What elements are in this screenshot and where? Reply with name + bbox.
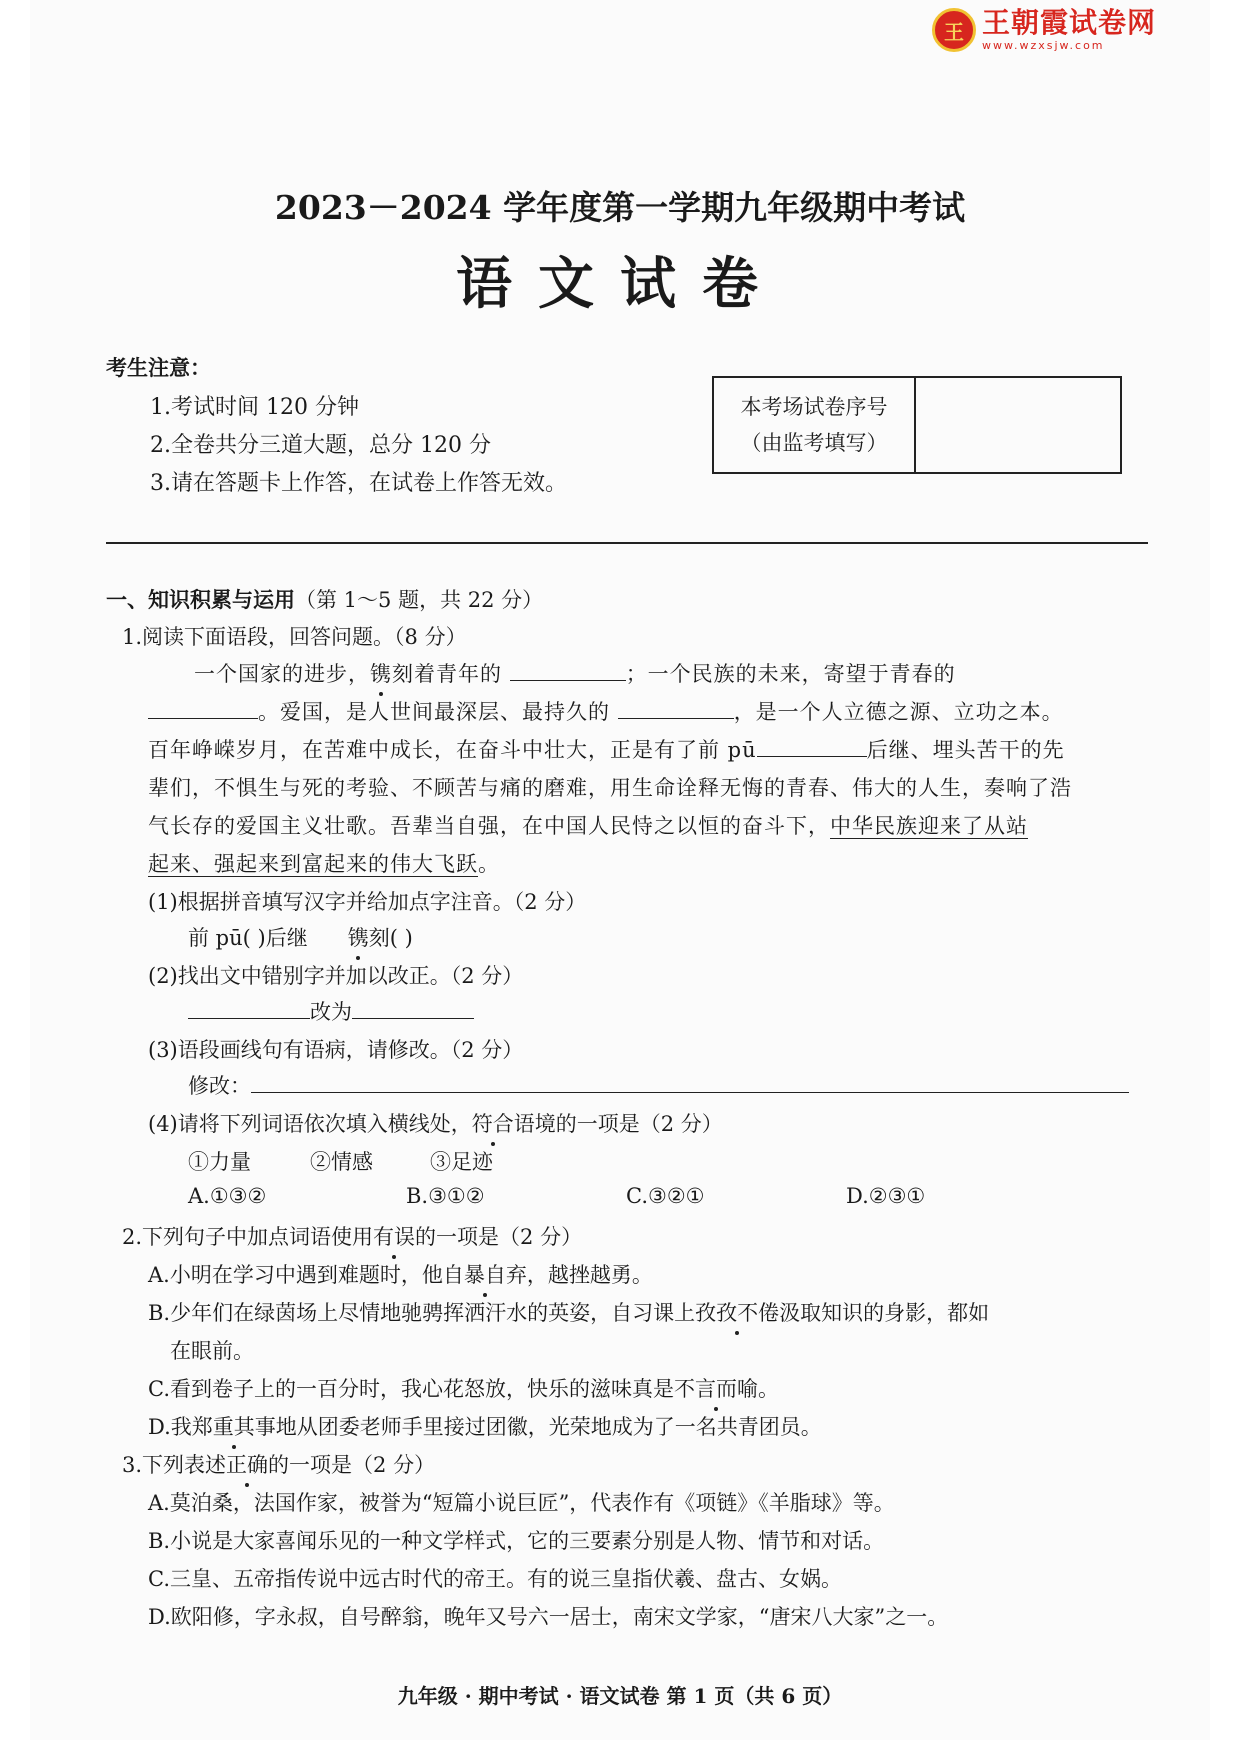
sub-question: (4)请将下列词语依次填入横线处，符合语境的一项是（2 分） — [148, 1108, 723, 1138]
passage-line: 起来、强起来到富起来的伟大飞跃。 — [148, 852, 500, 876]
option-b-cont: 在眼前。 — [170, 1339, 254, 1363]
question-2-stem: 2.下列句子中加点词语使用有误的一项是（2 分） — [122, 1221, 582, 1251]
question-1-stem: 1.阅读下面语段，回答问题。（8 分） — [122, 625, 467, 649]
question-3-stem: 3.下列表述正确的一项是（2 分） — [122, 1449, 435, 1479]
option-d[interactable]: D.我郑重其事地从团委老师手里接过团徽，光荣地成为了一名共青团员。 — [148, 1411, 822, 1441]
logo-name: 王朝霞试卷网 — [982, 6, 1157, 39]
word-choice: ②情感 — [310, 1150, 373, 1174]
notice-item: 2.全卷共分三道大题，总分 120 分 — [150, 433, 491, 458]
option-d[interactable]: D.欧阳修，字永叔，自号醉翁，晚年又号六一居士，南宋文学家，“唐宋八大家”之一。 — [148, 1605, 949, 1629]
logo-url: www.wzxsjw.com — [982, 39, 1105, 52]
sub-question-fill: 修改： — [188, 1070, 1129, 1100]
section-meta: （第 1～5 题，共 22 分） — [295, 588, 544, 612]
notice-item: 1.考试时间 120 分钟 — [150, 395, 359, 420]
underlined-sentence: 起来、强起来到富起来的伟大飞跃 — [148, 852, 478, 876]
sub-question: (2)找出文中错别字并加以改正。（2 分） — [148, 964, 524, 988]
option-a[interactable]: A.小明在学习中遇到难题时，他自暴自弃，越挫越勇。 — [148, 1259, 653, 1289]
option-b[interactable]: B.③①② — [406, 1184, 485, 1208]
passage-line: 气长存的爱国主义壮歌。吾辈当自强，在中国人民恃之以恒的奋斗下，中华民族迎来了从站 — [148, 814, 1028, 838]
option-c[interactable]: C.三皇、五帝指传说中远古时代的帝王。有的说三皇指伏羲、盘古、女娲。 — [148, 1567, 842, 1591]
sub-question: (3)语段画线句有语病，请修改。（2 分） — [148, 1038, 524, 1062]
logo-emblem-icon: 王 — [932, 8, 976, 52]
notice-item: 3.请在答题卡上作答，在试卷上作答无效。 — [150, 471, 567, 496]
word-choice: ①力量 — [188, 1150, 251, 1174]
option-d[interactable]: D.②③① — [846, 1184, 926, 1208]
sub-question: (1)根据拼音填写汉字并给加点字注音。（2 分） — [148, 890, 587, 914]
answer-blank[interactable] — [618, 718, 734, 719]
option-b[interactable]: B.小说是大家喜闻乐见的一种文学样式，它的三要素分别是人物、情节和对话。 — [148, 1529, 885, 1553]
seat-number-field[interactable] — [916, 378, 1120, 472]
exam-title: 2023－2024 学年度第一学期九年级期中考试 — [274, 188, 966, 227]
passage-line: 辈们，不惧生与死的考验、不顾苦与痛的磨难，用生命诠释无悔的青春、伟大的人生，奏响了浩 — [148, 776, 1072, 800]
option-b[interactable]: B.少年们在绿茵场上尽情地驰骋挥洒汗水的英姿，自习课上孜孜不倦汲取知识的身影，都如 — [148, 1297, 989, 1327]
section-title — [106, 584, 543, 614]
divider — [106, 542, 1148, 544]
passage-line: 。爱国，是人世间最深层、最持久的 ，是一个人立德之源、立功之本。 — [148, 696, 1064, 726]
notice-heading: 考生注意： — [106, 355, 211, 380]
seat-label-line: （由监考填写） — [740, 431, 888, 455]
option-c[interactable]: C.③②① — [626, 1184, 705, 1208]
section-name: 一、知识积累与运用 — [106, 587, 295, 612]
answer-blank[interactable] — [757, 756, 867, 757]
site-logo[interactable] — [932, 8, 1156, 52]
answer-blank[interactable] — [148, 718, 258, 719]
passage-line: 一个国家的进步，镌刻着青年的 ；一个民族的未来，寄望于青春的 — [194, 658, 956, 688]
answer-blank[interactable] — [188, 1018, 310, 1019]
answer-blank[interactable] — [510, 680, 626, 681]
option-a[interactable]: A.莫泊桑，法国作家，被誉为“短篇小说巨匠”，代表作有《项链》《羊脂球》等。 — [148, 1491, 895, 1515]
sub-question-fill: 改为 — [188, 996, 474, 1026]
answer-blank[interactable] — [352, 1018, 474, 1019]
underlined-sentence: 中华民族迎来了从站 — [830, 814, 1028, 838]
sub-question-fill: 前 pū( )后继 镌刻( ) — [188, 922, 413, 952]
word-choice: ③足迹 — [430, 1150, 493, 1174]
seat-label-line: 本考场试卷序号 — [740, 395, 888, 419]
exam-page — [30, 0, 1210, 1740]
answer-line[interactable] — [251, 1092, 1129, 1093]
subject-title: 语文试卷 — [456, 251, 784, 317]
option-c[interactable]: C.看到卷子上的一百分时，我心花怒放，快乐的滋味真是不言而喻。 — [148, 1373, 779, 1403]
seat-number-box — [712, 376, 1122, 474]
seat-number-label — [714, 378, 916, 472]
option-a[interactable]: A.①③② — [188, 1184, 267, 1208]
page-footer: 九年级 · 期中考试 · 语文试卷 第 1 页（共 6 页） — [397, 1684, 843, 1708]
passage-line: 百年峥嵘岁月，在苦难中成长，在奋斗中壮大，正是有了前 pū 后继、埋头苦干的先 — [148, 738, 1065, 762]
